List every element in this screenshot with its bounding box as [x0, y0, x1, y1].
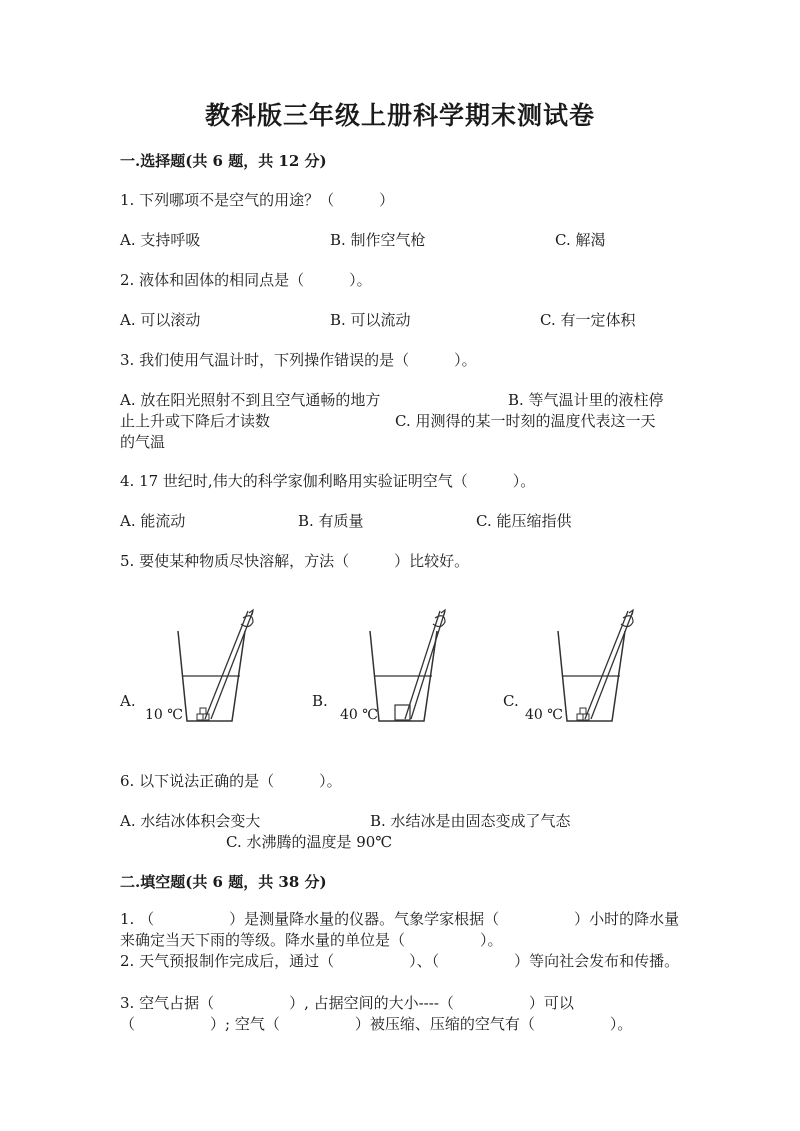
fill-question-3: 3. 空气占据（ ）, 占据空间的大小----（ ）可以（ ）; 空气（ ）被压缩、压缩的空气有（ ）。 — [120, 994, 633, 1033]
question-5-option-a: A. — [120, 692, 136, 710]
question-1-option-c: C. 解渴 — [555, 231, 606, 249]
beaker-b-temperature: 40 ℃ — [340, 707, 378, 723]
beaker-a-temperature: 10 ℃ — [145, 707, 183, 723]
question-4-option-b: B. 有质量 — [298, 512, 364, 530]
beaker-c-temperature: 40 ℃ — [525, 707, 563, 723]
beaker-figure-b — [337, 603, 462, 728]
question-4-option-a: A. 能流动 — [120, 512, 186, 530]
question-2-option-b: B. 可以流动 — [330, 311, 411, 329]
page-title: 教科版三年级上册科学期末测试卷 — [204, 101, 595, 130]
question-3-option-c-end: 的气温 — [120, 433, 166, 451]
beaker-figure-c — [525, 603, 650, 728]
question-5-option-c: C. — [503, 692, 519, 710]
question-5-stem: 5. 要使某种物质尽快溶解，方法（ ）比较好。 — [120, 552, 470, 570]
question-4-option-c: C. 能压缩指供 — [476, 512, 572, 530]
question-4-stem: 4. 17 世纪时,伟大的科学家伽利略用实验证明空气（ ）。 — [120, 472, 536, 490]
fill-question-2: 2. 天气预报制作完成后，通过（ ）、（ ）等向社会发布和传播。 — [120, 952, 680, 970]
question-3-option-b-start: B. 等气温计里的液柱停 — [508, 391, 664, 409]
question-3-stem: 3. 我们使用气温计时，下列操作错误的是（ ）。 — [120, 351, 477, 369]
question-3-option-a: A. 放在阳光照射不到且空气通畅的地方 — [120, 391, 381, 409]
question-1-option-a: A. 支持呼吸 — [120, 231, 201, 249]
question-6-stem: 6. 以下说法正确的是（ ）。 — [120, 772, 342, 790]
question-3-option-b-end: 止上升或下降后才读数 — [120, 412, 271, 430]
section-1-header: 一.选择题(共 6 题，共 12 分) — [120, 152, 327, 170]
section-2-header: 二.填空题(共 6 题，共 38 分) — [120, 873, 327, 891]
question-1-option-b: B. 制作空气枪 — [330, 231, 426, 249]
question-5-option-b: B. — [312, 692, 328, 710]
question-2-stem: 2. 液体和固体的相同点是（ ）。 — [120, 271, 372, 289]
question-3-option-c-start: C. 用测得的某一时刻的温度代表这一天 — [395, 412, 656, 430]
question-6-option-c: C. 水沸腾的温度是 90℃ — [226, 833, 393, 851]
question-2-option-a: A. 可以滚动 — [120, 311, 201, 329]
question-6-option-b: B. 水结冰是由固态变成了气态 — [370, 812, 571, 830]
fill-question-1: 1. （ ）是测量降水量的仪器。气象学家根据（ ）小时的降水量来确定当天下雨的等级。降水量的单位是（ ）。 — [120, 910, 680, 949]
question-2-option-c: C. 有一定体积 — [540, 311, 636, 329]
question-1-stem: 1. 下列哪项不是空气的用途？（ ） — [120, 191, 395, 209]
beaker-figure-a — [145, 603, 270, 728]
question-6-option-a: A. 水结冰体积会变大 — [120, 812, 261, 830]
